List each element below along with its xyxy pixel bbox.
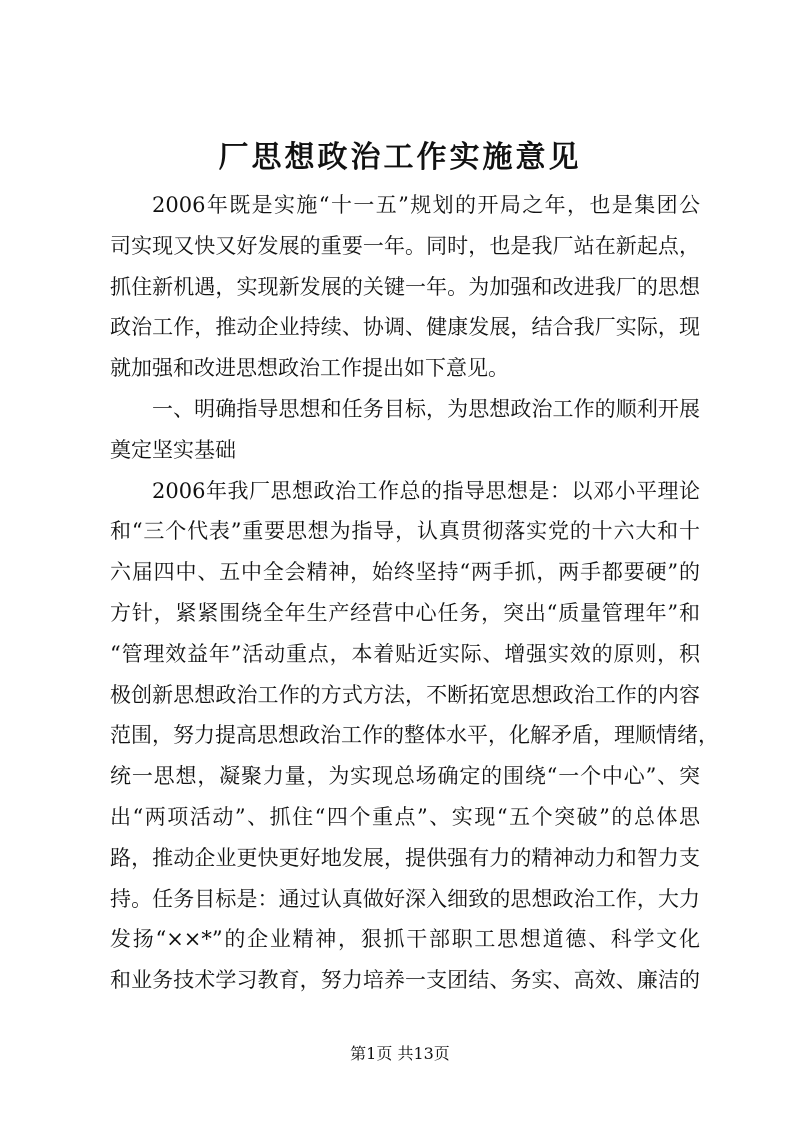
text-line: 路，推动企业更快更好地发展，提供强有力的精神动力和智力支: [110, 845, 700, 870]
page-footer: 第1页 共13页: [350, 1044, 450, 1063]
text-line: 一、明确指导思想和任务目标，为思想政治工作的顺利开展: [152, 396, 700, 421]
text-line: 持。任务目标是：通过认真做好深入细致的思想政治工作，大力: [110, 886, 700, 911]
text-line: 司实现又快又好发展的重要一年。同时，也是我厂站在新起点，: [110, 233, 700, 258]
text-line: 发扬“××*”的企业精神，狠抓干部职工思想道德、科学文化: [110, 927, 700, 952]
text-line: 政治工作，推动企业持续、协调、健康发展，结合我厂实际，现: [110, 315, 700, 340]
text-line: “管理效益年”活动重点，本着贴近实际、增强实效的原则，积: [110, 641, 700, 666]
text-line: 和“三个代表”重要思想为指导，认真贯彻落实党的十六大和十: [110, 519, 700, 544]
text-line: 范围，努力提高思想政治工作的整体水平，化解矛盾，理顺情绪，: [110, 723, 719, 748]
text-line: 就加强和改进思想政治工作提出如下意见。: [110, 356, 509, 381]
text-line: 2006年我厂思想政治工作总的指导思想是：以邓小平理论: [152, 478, 700, 503]
text-line: 抓住新机遇，实现新发展的关键一年。为加强和改进我厂的思想: [110, 274, 700, 299]
text-line: 和业务技术学习教育，努力培养一支团结、务实、高效、廉洁的: [110, 968, 700, 993]
text-line: 2006年既是实施“十一五”规划的开局之年，也是集团公: [152, 193, 700, 217]
document-body: [110, 185, 719, 1001]
text-line: 出“两项活动”、抓住“四个重点”、实现“五个突破”的总体思: [110, 804, 700, 829]
document-title: 厂思想政治工作实施意见: [218, 140, 582, 175]
text-line: 统一思想，凝聚力量，为实现总场确定的围绕“一个中心”、突: [110, 764, 700, 789]
text-line: 极创新思想政治工作的方式方法，不断拓宽思想政治工作的内容: [110, 682, 700, 707]
text-line: 奠定坚实基础: [110, 437, 236, 462]
text-line: 方针，紧紧围绕全年生产经营中心任务，突出“质量管理年”和: [110, 600, 700, 625]
text-line: 六届四中、五中全会精神，始终坚持“两手抓，两手都要硬”的: [110, 560, 700, 585]
